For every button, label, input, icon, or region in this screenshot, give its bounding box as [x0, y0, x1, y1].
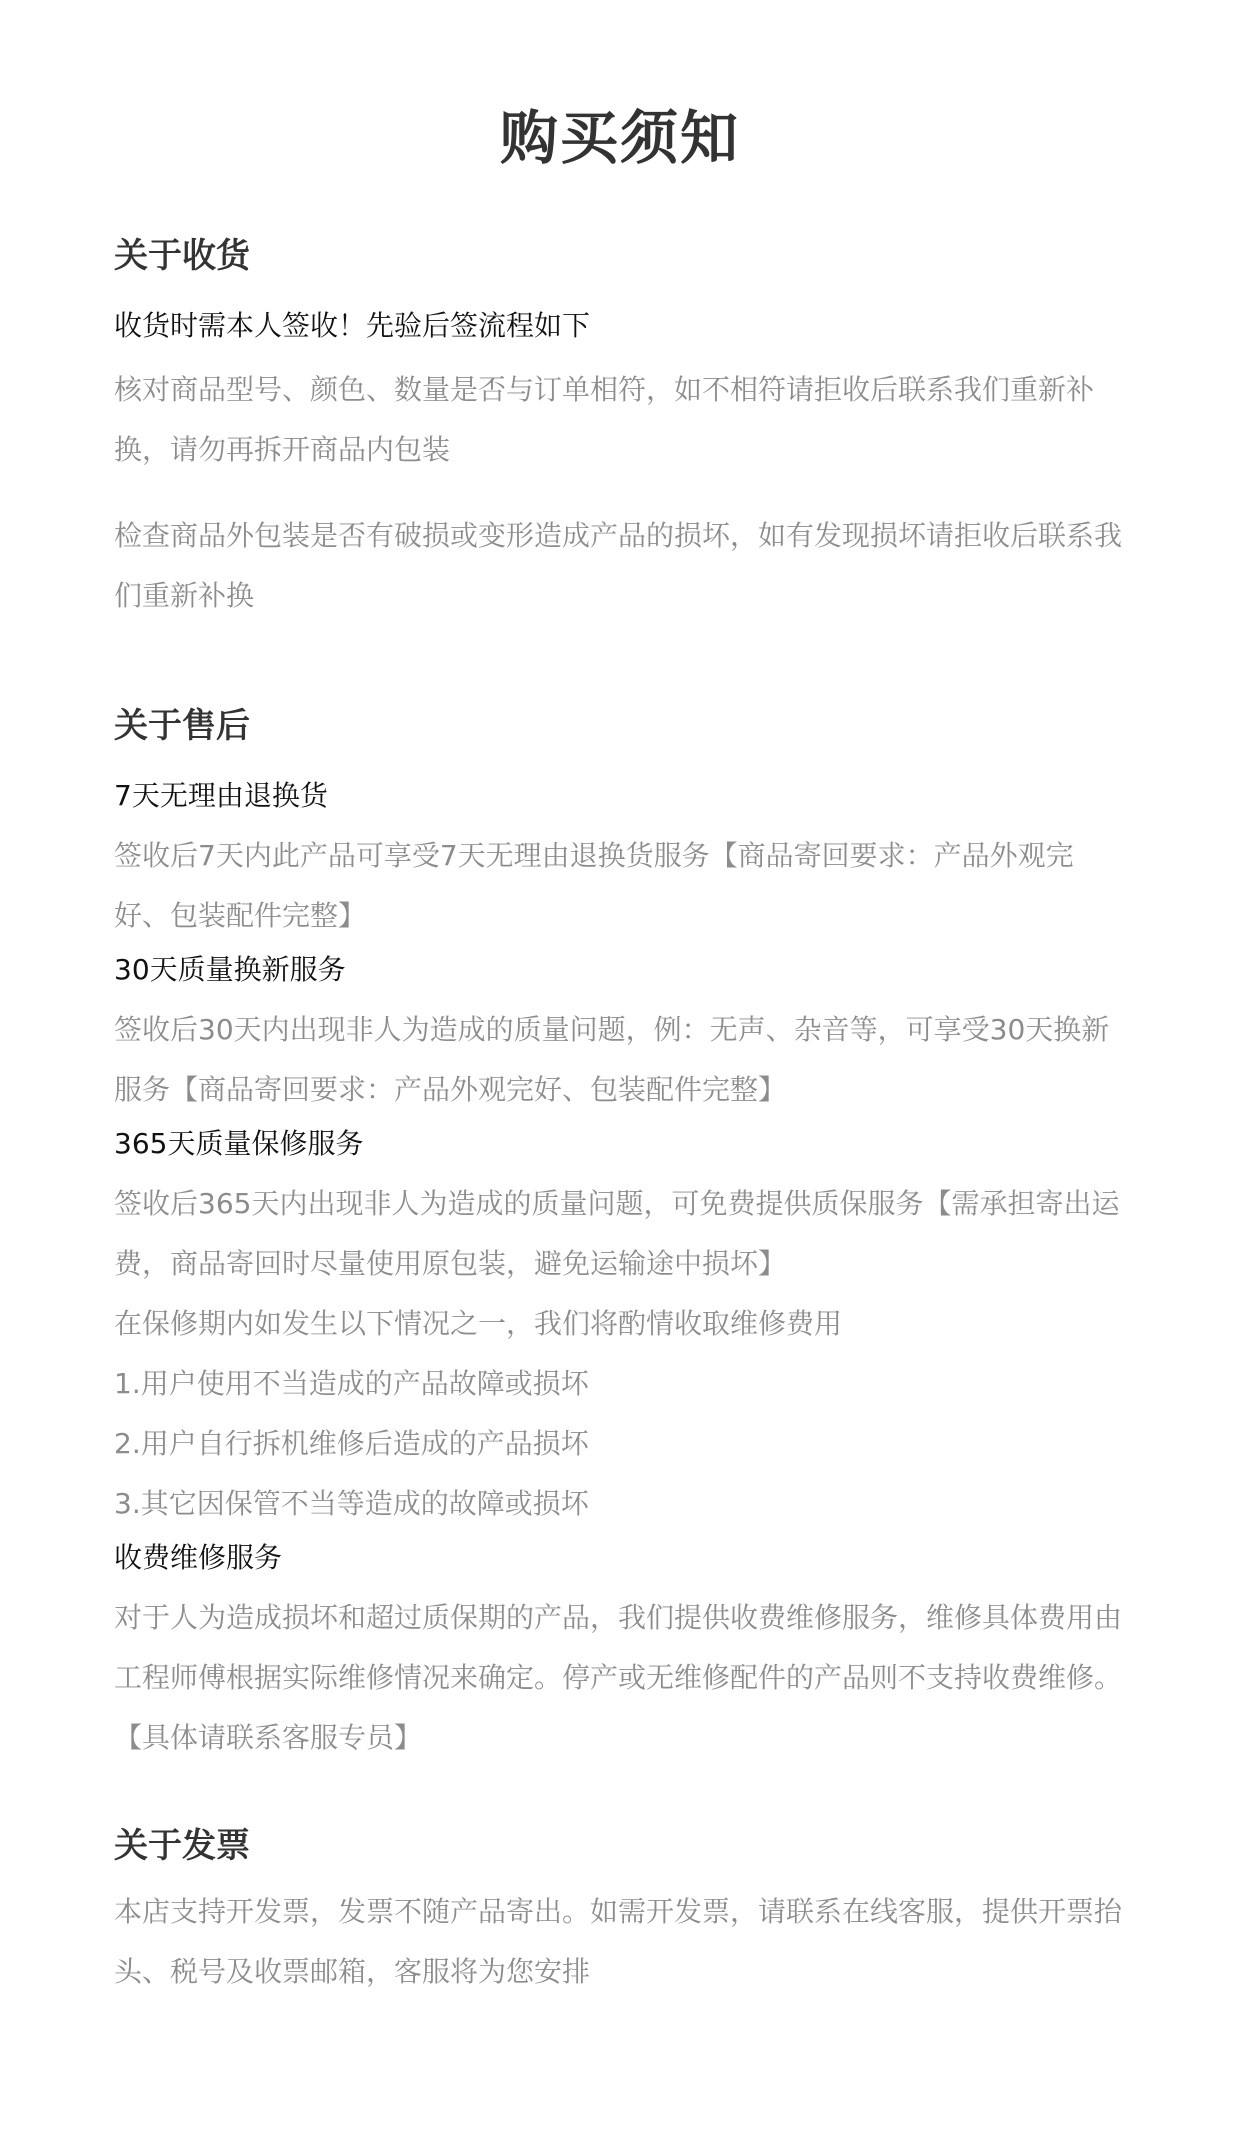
- exchange-30-day-heading: 30天质量换新服务: [114, 953, 346, 986]
- list-item: 2.用户自行拆机维修后造成的产品损坏: [114, 1427, 589, 1460]
- paid-repair-heading: 收费维修服务: [114, 1541, 283, 1574]
- exchange-30-day-text: 签收后30天内出现非人为造成的质量问题，例：无声、杂音等，可享受30天换新服务【商品寄回要求：产品外观完好、包装配件完整】: [114, 1013, 1110, 1106]
- invoice-text: 本店支持开发票，发票不随产品寄出。如需开发票，请联系在线客服，提供开票抬头、税号及收票邮箱，客服将为您安排: [114, 1895, 1123, 1988]
- page-title: 购买须知: [499, 104, 740, 172]
- warranty-note: 在保修期内如发生以下情况之一，我们将酌情收取维修费用: [114, 1307, 843, 1340]
- list-item: 1.用户使用不当造成的产品故障或损坏: [114, 1367, 589, 1400]
- receiving-paragraph-1: 核对商品型号、颜色、数量是否与订单相符，如不相符请拒收后联系我们重新补换，请勿再拆开商品内包装: [114, 373, 1095, 466]
- section-receiving: [114, 236, 1126, 626]
- return-7-day-text: 签收后7天内此产品可享受7天无理由退换货服务【商品寄回要求：产品外观完好、包装配件完整】: [114, 839, 1074, 932]
- return-7-day-heading: 7天无理由退换货: [114, 779, 328, 812]
- section-invoice: [114, 1826, 1126, 2002]
- receiving-paragraph-2: 检查商品外包装是否有破损或变形造成产品的损坏，如有发现损坏请拒收后联系我们重新补换: [114, 519, 1123, 612]
- receiving-sub-heading: 收货时需本人签收！先验后签流程如下: [114, 309, 591, 342]
- list-item: 3.其它因保管不当等造成的故障或损坏: [114, 1487, 589, 1520]
- paid-repair-text: 对于人为造成损坏和超过质保期的产品，我们提供收费维修服务，维修具体费用由工程师傅根据实际维修情况来确定。停产或无维修配件的产品则不支持收费维修。【具体请联系客服专员】: [114, 1601, 1123, 1754]
- section-heading-after-sales: 关于售后: [114, 706, 250, 746]
- warranty-365-day-text: 签收后365天内出现非人为造成的质量问题，可免费提供质保服务【需承担寄出运费，商品寄回时尽量使用原包装，避免运输途中损坏】: [114, 1187, 1120, 1280]
- section-after-sales: [114, 706, 1126, 1768]
- warranty-365-day-heading: 365天质量保修服务: [114, 1127, 364, 1160]
- section-heading-receiving: 关于收货: [114, 236, 250, 276]
- section-heading-invoice: 关于发票: [114, 1826, 250, 1866]
